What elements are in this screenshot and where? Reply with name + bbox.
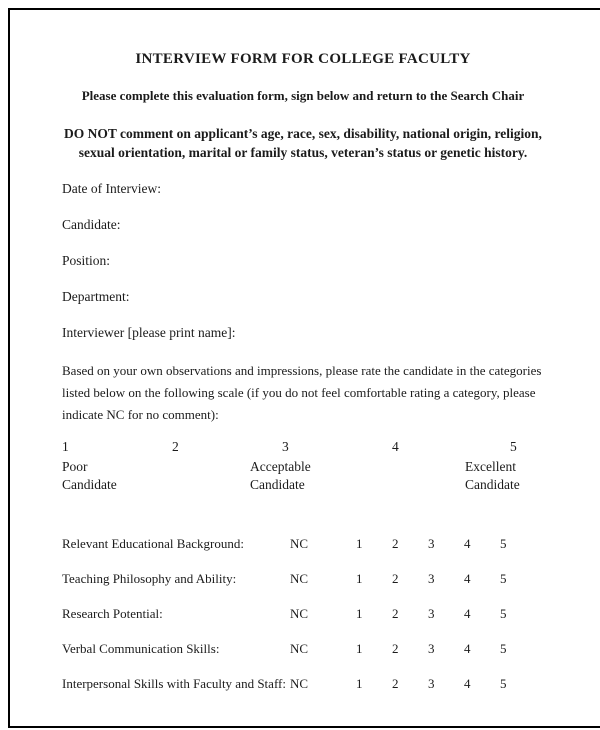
rating-option-5: 5 — [500, 606, 507, 621]
rating-row-label: Teaching Philosophy and Ability: — [62, 571, 237, 586]
rating-option-4: 4 — [464, 676, 471, 691]
rating-option-4: 4 — [464, 536, 471, 551]
scale-label-line: Poor — [62, 459, 88, 474]
rating-option-3: 3 — [428, 571, 435, 586]
scale-label-line: Excellent — [465, 459, 516, 474]
rating-option-5: 5 — [500, 536, 507, 551]
field-label-interviewer: Interviewer [please print name]: — [62, 325, 236, 340]
rating-option-2: 2 — [392, 536, 399, 551]
rating-option-3: 3 — [428, 641, 435, 656]
rating-row-label: Interpersonal Skills with Faculty and Staff: — [62, 676, 286, 691]
rating-row — [62, 641, 544, 657]
scale-label-acceptable — [250, 458, 311, 494]
field-label-date-of-interview: Date of Interview: — [62, 181, 161, 196]
rating-instructions: Based on your own observations and impressions, please rate the candidate in the categories listed below on the following scale (if you do not feel comfortable rating a category, please indicate NC for no comment): — [62, 363, 542, 422]
rating-option-nc: NC — [290, 676, 309, 691]
scale-label-line: Candidate — [465, 477, 520, 492]
scale-label-excellent — [465, 458, 520, 494]
rating-option-2: 2 — [392, 606, 399, 621]
rating-option-2: 2 — [392, 571, 399, 586]
rating-option-1: 1 — [356, 536, 363, 551]
scale-label-poor — [62, 458, 117, 494]
rating-option-1: 1 — [356, 606, 363, 621]
rating-option-5: 5 — [500, 641, 507, 656]
rating-option-nc: NC — [290, 606, 309, 621]
rating-row-label: Relevant Educational Background: — [62, 536, 244, 551]
rating-option-5: 5 — [500, 676, 507, 691]
field-label-position: Position: — [62, 253, 111, 268]
rating-option-4: 4 — [464, 606, 471, 621]
rating-option-1: 1 — [356, 571, 363, 586]
scale-number-4: 4 — [392, 439, 399, 454]
scale-number-5: 5 — [510, 439, 517, 454]
page-title: INTERVIEW FORM FOR COLLEGE FACULTY — [135, 51, 471, 67]
rating-row-label: Verbal Communication Skills: — [62, 641, 220, 656]
rating-row — [62, 536, 544, 552]
rating-option-2: 2 — [392, 641, 399, 656]
rating-option-2: 2 — [392, 676, 399, 691]
rating-option-3: 3 — [428, 606, 435, 621]
rating-option-1: 1 — [356, 676, 363, 691]
rating-option-nc: NC — [290, 571, 309, 586]
rating-row — [62, 606, 544, 622]
rating-option-nc: NC — [290, 536, 309, 551]
rating-option-3: 3 — [428, 536, 435, 551]
scale-number-2: 2 — [172, 439, 179, 454]
rating-option-1: 1 — [356, 641, 363, 656]
rating-table — [62, 536, 544, 692]
rating-option-5: 5 — [500, 571, 507, 586]
scale-label-line: Candidate — [250, 477, 305, 492]
scale-label-line: Candidate — [62, 477, 117, 492]
form-fields — [62, 180, 544, 341]
rating-option-3: 3 — [428, 676, 435, 691]
document-page — [8, 8, 600, 728]
document-content — [10, 10, 600, 692]
rating-row-label: Research Potential: — [62, 606, 163, 621]
rating-option-4: 4 — [464, 571, 471, 586]
scale-number-1: 1 — [62, 439, 69, 454]
rating-row — [62, 571, 544, 587]
warning-text: DO NOT comment on applicant’s age, race, sex, disability, national origin, religion, sexual orientation, marital or family status, veteran’s status or genetic history. — [64, 126, 542, 160]
scale-label-line: Acceptable — [250, 459, 311, 474]
scale-number-3: 3 — [282, 439, 289, 454]
field-label-department: Department: — [62, 289, 130, 304]
rating-row — [62, 676, 544, 692]
rating-scale-header — [62, 438, 544, 498]
rating-option-4: 4 — [464, 641, 471, 656]
return-instruction: Please complete this evaluation form, sign below and return to the Search Chair — [81, 88, 525, 103]
rating-option-nc: NC — [290, 641, 309, 656]
field-label-candidate: Candidate: — [62, 217, 121, 232]
